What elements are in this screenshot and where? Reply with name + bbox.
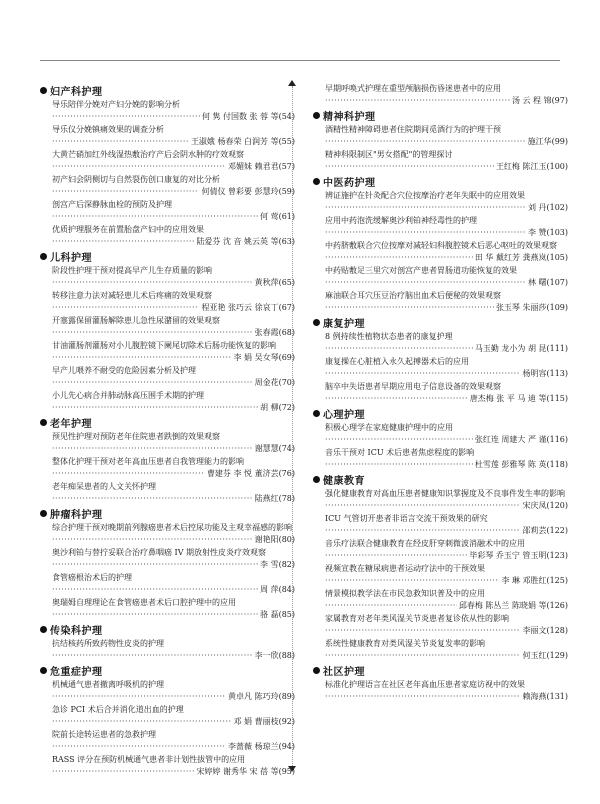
leader-dots bbox=[52, 402, 258, 414]
leader-dots bbox=[52, 559, 258, 571]
author-line bbox=[325, 650, 568, 662]
section-title: 健康教育 bbox=[323, 476, 365, 487]
toc-entry[interactable] bbox=[52, 638, 295, 662]
author-line bbox=[325, 600, 568, 612]
authors-and-page: 唐杰梅 张 平 马 迪 等(115) bbox=[469, 394, 568, 403]
toc-entry[interactable] bbox=[52, 522, 295, 546]
toc-section bbox=[40, 83, 295, 248]
article-title: 优质护理服务在前置胎盘产妇中的应用效果 bbox=[52, 225, 204, 234]
section-heading bbox=[40, 249, 295, 264]
authors-and-page: 杜雪莲 彭雅琴 陈 英(118) bbox=[474, 460, 568, 469]
section-heading bbox=[40, 415, 295, 430]
article-title: 甘油灌肠剂灌肠对小儿腹腔镜下阑尾切除术后肠功能恢复的影响 bbox=[52, 341, 276, 350]
toc-section bbox=[313, 108, 568, 173]
author-line bbox=[325, 368, 568, 380]
article-title: 老年痴呆患者的人文关怀护理 bbox=[52, 482, 156, 491]
article-title: 早产儿喂养不耐受的危险因素分析及护理 bbox=[52, 366, 196, 375]
authors-and-page: 邱春梅 陈丛兰 陈晓娟 等(126) bbox=[458, 601, 568, 610]
authors-and-page: 邵莉芸(122) bbox=[522, 526, 568, 535]
bullet-icon bbox=[313, 410, 320, 417]
toc-entry[interactable] bbox=[52, 572, 295, 596]
article-title: 早期呼唤式护理在重型颅脑损伤昏迷患者中的应用 bbox=[325, 84, 501, 93]
authors-and-page: 邓媚妹 赖君君(57) bbox=[228, 162, 295, 171]
leader-dots bbox=[325, 227, 526, 239]
author-line bbox=[325, 136, 568, 148]
leader-dots bbox=[325, 202, 526, 214]
article-title: 小儿先心病合并肺动脉高压围手术期的护理 bbox=[52, 391, 204, 400]
authors-and-page: 张红连 周建大 严 谨(116) bbox=[474, 435, 568, 444]
toc-entry[interactable] bbox=[52, 390, 295, 414]
author-line bbox=[325, 525, 568, 537]
authors-and-page: 谢艳阳(80) bbox=[254, 535, 295, 544]
author-line bbox=[325, 625, 568, 637]
bullet-icon bbox=[40, 667, 47, 674]
article-title: 阶段性护理干预对提高早产儿生存质量的影响 bbox=[52, 266, 212, 275]
authors-and-page: 张玉琴 朱丽莎(109) bbox=[495, 303, 568, 312]
article-title: 情景模拟教学法在市民急救知识普及中的应用 bbox=[325, 589, 485, 598]
article-title: 初产妇会阴侧切与自然裂伤创口康复的对比分析 bbox=[52, 175, 220, 184]
author-line bbox=[52, 352, 295, 364]
toc-section bbox=[40, 249, 295, 414]
article-title: 急诊 PCI 术后合并消化道出血的护理 bbox=[52, 705, 184, 714]
toc-entry[interactable] bbox=[325, 447, 568, 471]
section-heading bbox=[313, 315, 568, 330]
leader-dots bbox=[52, 493, 253, 505]
article-title: 导乐陪伴分娩对产妇分娩的影响分析 bbox=[52, 100, 180, 109]
toc-entry[interactable] bbox=[52, 290, 295, 314]
toc-entry[interactable] bbox=[52, 704, 295, 728]
author-line bbox=[325, 691, 568, 703]
toc-entry[interactable] bbox=[325, 83, 568, 107]
leader-dots bbox=[52, 111, 200, 123]
toc-entry[interactable] bbox=[325, 265, 568, 289]
authors-and-page: 李 赞(103) bbox=[527, 228, 568, 237]
leader-dots bbox=[52, 443, 253, 455]
article-title: 剖宫产后深静脉血栓的预防及护理 bbox=[52, 200, 172, 209]
authors-and-page: 陆爱芬 沈 音 姚云英 等(63) bbox=[196, 237, 295, 246]
article-title: ICU 气管切开患者非语言交流干预效果的研究 bbox=[325, 514, 488, 523]
leader-dots bbox=[52, 236, 194, 248]
leader-dots bbox=[52, 352, 231, 364]
leader-dots bbox=[52, 584, 258, 596]
article-title: 积极心理学在家庭健康护理中的应用 bbox=[325, 423, 453, 432]
section-title: 危重症护理 bbox=[50, 667, 103, 678]
left-column bbox=[40, 82, 295, 779]
toc-entry[interactable] bbox=[52, 265, 295, 289]
authors-and-page: 宋庆凤(120) bbox=[522, 501, 568, 510]
leader-dots bbox=[325, 691, 520, 703]
toc-entry[interactable] bbox=[325, 513, 568, 537]
article-title: 开塞露保留灌肠解除患儿急性尿潴留的效果观察 bbox=[52, 316, 220, 325]
toc-entry[interactable] bbox=[52, 149, 295, 173]
author-line bbox=[52, 211, 295, 223]
leader-dots bbox=[325, 625, 520, 637]
article-title: 应用中药泡洗缓解奥沙利铂神经毒性的护理 bbox=[325, 216, 477, 225]
author-line bbox=[52, 377, 295, 389]
author-line bbox=[52, 691, 295, 703]
authors-and-page: 汤 云 程 锦(97) bbox=[511, 96, 568, 105]
article-title: 中药脐敷联合穴位按摩对减轻妇科腹腔镜术后恶心呕吐的效果观察 bbox=[325, 241, 557, 250]
article-title: 预见性护理对预防老年住院患者跌倒的效果观察 bbox=[52, 432, 220, 441]
right-column bbox=[313, 82, 568, 704]
authors-and-page: 胡 柳(72) bbox=[260, 403, 295, 412]
leader-dots bbox=[325, 368, 520, 380]
toc-entry[interactable] bbox=[325, 538, 568, 562]
author-line bbox=[325, 302, 568, 314]
toc-entry[interactable] bbox=[325, 422, 568, 446]
toc-section bbox=[40, 506, 295, 621]
author-line bbox=[52, 468, 295, 480]
leader-dots bbox=[52, 609, 258, 621]
section-title: 心理护理 bbox=[323, 410, 365, 421]
article-title: 中药贴敷足三里穴对剖宫产患者胃肠道功能恢复的效果 bbox=[325, 266, 517, 275]
leader-dots bbox=[325, 525, 520, 537]
author-line bbox=[52, 302, 295, 314]
authors-and-page: 陆燕红(78) bbox=[254, 494, 295, 503]
author-line bbox=[325, 227, 568, 239]
section-title: 康复护理 bbox=[323, 319, 365, 330]
authors-and-page: 李 雪(82) bbox=[260, 560, 295, 569]
authors-and-page: 黄卓凡 陈巧玲(89) bbox=[228, 692, 295, 701]
toc-entry[interactable] bbox=[52, 315, 295, 339]
authors-and-page: 张春霞(68) bbox=[254, 328, 295, 337]
author-line bbox=[325, 500, 568, 512]
leader-dots bbox=[325, 600, 457, 612]
section-title: 传染科护理 bbox=[50, 626, 103, 637]
author-line bbox=[52, 327, 295, 339]
section-title: 老年护理 bbox=[50, 419, 92, 430]
author-line bbox=[52, 493, 295, 505]
toc-entry[interactable] bbox=[52, 456, 295, 480]
article-title: 奥瑞姆自理理论在食管癌患者术后口腔护理中的应用 bbox=[52, 598, 236, 607]
author-line bbox=[325, 434, 568, 446]
article-title: 视频宣教在糖尿病患者运动疗法中的干预效果 bbox=[325, 564, 485, 573]
toc-entry[interactable] bbox=[325, 149, 568, 173]
section-title: 肿瘤科护理 bbox=[50, 510, 103, 521]
toc-entry[interactable] bbox=[325, 290, 568, 314]
header-rule bbox=[40, 60, 560, 61]
author-line bbox=[325, 575, 568, 587]
authors-and-page: 林 曙(107) bbox=[527, 278, 568, 287]
authors-and-page: 杨明容(113) bbox=[522, 369, 568, 378]
leader-dots bbox=[325, 575, 499, 587]
toc-section bbox=[313, 472, 568, 662]
leader-dots bbox=[52, 161, 226, 173]
authors-and-page: 李 琳 邓胜红(125) bbox=[501, 576, 568, 585]
authors-and-page: 何 莺(61) bbox=[260, 212, 295, 221]
authors-and-page: 宋婷婷 谢秀华 宋 蓓 等(95) bbox=[196, 767, 295, 776]
toc-entry[interactable] bbox=[325, 679, 568, 703]
authors-and-page: 何倩仪 曾彩要 彭慧玲(59) bbox=[201, 187, 295, 196]
article-title: 转移注意力法对减轻患儿术后疼痛的效果观察 bbox=[52, 291, 212, 300]
leader-dots bbox=[325, 302, 494, 314]
bullet-icon bbox=[40, 626, 47, 633]
article-title: 精神科限制区"男女搭配"的管理探讨 bbox=[325, 150, 453, 159]
authors-and-page: 李丽文(128) bbox=[522, 626, 568, 635]
toc-entry[interactable] bbox=[52, 754, 295, 778]
article-title: 标准化护理语言在社区老年高血压患者家庭访视中的效果 bbox=[325, 680, 525, 689]
authors-and-page: 邓 娟 曹丽枝(92) bbox=[233, 717, 295, 726]
leader-dots bbox=[52, 211, 258, 223]
leader-dots bbox=[52, 327, 253, 339]
authors-and-page: 李一欣(88) bbox=[254, 651, 295, 660]
authors-and-page: 黄秋萍(65) bbox=[254, 278, 295, 287]
bullet-icon bbox=[313, 667, 320, 674]
toc-entry[interactable] bbox=[325, 563, 568, 587]
leader-dots bbox=[325, 252, 473, 264]
toc-entry[interactable] bbox=[52, 174, 295, 198]
leader-dots bbox=[52, 534, 253, 546]
toc-entry[interactable] bbox=[325, 381, 568, 405]
leader-dots bbox=[325, 459, 473, 471]
authors-and-page: 何 隽 付国数 张 蓉 等(54) bbox=[201, 112, 295, 121]
leader-dots bbox=[52, 377, 253, 389]
leader-dots bbox=[325, 434, 473, 446]
toc-entry[interactable] bbox=[52, 199, 295, 223]
author-line bbox=[325, 393, 568, 405]
toc-entry[interactable] bbox=[52, 224, 295, 248]
article-title: 强化健康教育对高血压患者健康知识掌握度及不良事件发生率的影响 bbox=[325, 489, 565, 498]
toc-entry[interactable] bbox=[52, 679, 295, 703]
article-title: 音乐疗法联合健康教育在经皮肝穿刺微波消融术中的应用 bbox=[325, 539, 525, 548]
author-line bbox=[52, 609, 295, 621]
section-heading bbox=[313, 406, 568, 421]
authors-and-page: 周金花(70) bbox=[254, 378, 295, 387]
author-line bbox=[52, 277, 295, 289]
leader-dots bbox=[52, 766, 194, 778]
article-title: RASS 评分在预防机械通气患者非计划性拔管中的应用 bbox=[52, 755, 246, 764]
authors-and-page: 马玉勤 龙小为 胡 昆(111) bbox=[474, 344, 568, 353]
section-heading bbox=[40, 622, 295, 637]
author-line bbox=[52, 716, 295, 728]
article-title: 大黄芒硝加红外线湿热敷治疗产后会阴水肿的疗效观察 bbox=[52, 150, 244, 159]
toc-entry[interactable] bbox=[52, 431, 295, 455]
article-title: 系统性健康教育对类风湿关节炎复发率的影响 bbox=[325, 639, 485, 648]
article-title: 导乐仪分娩镇痛效果的调查分析 bbox=[52, 125, 164, 134]
toc-entry[interactable] bbox=[52, 124, 295, 148]
author-line bbox=[325, 343, 568, 355]
author-line bbox=[325, 95, 568, 107]
authors-and-page: 毕彩琴 乔玉宁 管玉明(123) bbox=[469, 551, 568, 560]
author-line bbox=[52, 741, 295, 753]
toc-section bbox=[313, 315, 568, 405]
leader-dots bbox=[325, 650, 520, 662]
authors-and-page: 刘 丹(102) bbox=[527, 203, 568, 212]
leader-dots bbox=[52, 650, 253, 662]
leader-dots bbox=[52, 468, 205, 480]
author-line bbox=[52, 584, 295, 596]
article-title: 整体化护理干预对老年高血压患者自我管理能力的影响 bbox=[52, 457, 244, 466]
section-title: 儿科护理 bbox=[50, 253, 92, 264]
section-title: 精神科护理 bbox=[323, 112, 376, 123]
authors-and-page: 谢慧慧(74) bbox=[254, 444, 295, 453]
authors-and-page: 李蔷薇 杨琼兰(94) bbox=[228, 742, 295, 751]
authors-and-page: 周 萍(84) bbox=[260, 585, 295, 594]
author-line bbox=[52, 161, 295, 173]
leader-dots bbox=[52, 186, 199, 198]
section-heading bbox=[40, 663, 295, 678]
article-title: 音乐干预对 ICU 术后患者焦虑程度的影响 bbox=[325, 448, 475, 457]
article-title: 辨证施护在针灸配合穴位按摩治疗老年失眠中的应用效果 bbox=[325, 191, 525, 200]
section-heading bbox=[313, 472, 568, 487]
section-heading bbox=[313, 108, 568, 123]
toc-entry[interactable] bbox=[52, 547, 295, 571]
authors-and-page: 李 娟 吴女琴(69) bbox=[233, 353, 295, 362]
leader-dots bbox=[325, 136, 526, 148]
leader-dots bbox=[52, 741, 226, 753]
toc-entry[interactable] bbox=[325, 240, 568, 264]
bullet-icon bbox=[40, 419, 47, 426]
bullet-icon bbox=[40, 253, 47, 260]
author-line bbox=[52, 559, 295, 571]
leader-dots bbox=[325, 550, 467, 562]
section-title: 妇产科护理 bbox=[50, 87, 103, 98]
section-heading bbox=[313, 174, 568, 189]
toc-section bbox=[40, 622, 295, 662]
leader-dots bbox=[325, 95, 510, 107]
toc-entry[interactable] bbox=[325, 588, 568, 612]
authors-and-page: 王红梅 陈江玉(100) bbox=[495, 162, 568, 171]
article-title: 康复操在心脏植入永久起搏器术后的应用 bbox=[325, 357, 469, 366]
leader-dots bbox=[52, 716, 231, 728]
section-heading bbox=[40, 83, 295, 98]
article-title: 脑卒中失语患者早期应用电子信息设备的效果观察 bbox=[325, 382, 501, 391]
toc-entry[interactable] bbox=[52, 365, 295, 389]
toc-entry[interactable] bbox=[325, 638, 568, 662]
leader-dots bbox=[325, 277, 526, 289]
bullet-icon bbox=[40, 87, 47, 94]
author-line bbox=[52, 766, 295, 778]
author-line bbox=[325, 459, 568, 471]
toc-section bbox=[313, 663, 568, 703]
authors-and-page: 田 华 戴红芳 龚燕岚(105) bbox=[474, 253, 568, 262]
toc-section bbox=[313, 174, 568, 314]
toc-section bbox=[313, 406, 568, 471]
article-title: 综合护理干预对晚期前列腺癌患者术后控尿功能及主观幸福感的影响 bbox=[52, 523, 292, 532]
authors-and-page: 王淑娥 杨春荣 白润芳 等(55) bbox=[190, 137, 295, 146]
author-line bbox=[52, 111, 295, 123]
article-title: 麻油联合耳穴压豆治疗脑出血术后便秘的效果观察 bbox=[325, 291, 501, 300]
toc-entry[interactable] bbox=[52, 597, 295, 621]
bullet-icon bbox=[40, 510, 47, 517]
article-title: 酒精性精神障碍患者住院期间觅酒行为的护理干预 bbox=[325, 125, 501, 134]
toc-entry[interactable] bbox=[325, 190, 568, 214]
leader-dots bbox=[52, 302, 199, 314]
author-line bbox=[52, 186, 295, 198]
leader-dots bbox=[325, 393, 468, 405]
author-line bbox=[52, 443, 295, 455]
toc-entry[interactable] bbox=[52, 99, 295, 123]
author-line bbox=[52, 402, 295, 414]
author-line bbox=[52, 236, 295, 248]
toc-entry[interactable] bbox=[325, 331, 568, 355]
article-title: 院前长途转运患者的急救护理 bbox=[52, 730, 156, 739]
leader-dots bbox=[52, 277, 253, 289]
leader-dots bbox=[325, 500, 520, 512]
author-line bbox=[52, 136, 295, 148]
leader-dots bbox=[52, 691, 226, 703]
authors-and-page: 曹建芬 李 悦 董济芸(76) bbox=[206, 469, 295, 478]
bullet-icon bbox=[313, 476, 320, 483]
section-heading bbox=[313, 663, 568, 678]
leader-dots bbox=[325, 343, 473, 355]
author-line bbox=[325, 252, 568, 264]
article-title: 家属教育对老年类风湿关节炎患者复诊依从性的影响 bbox=[325, 614, 509, 623]
authors-and-page: 何玉红(129) bbox=[522, 651, 568, 660]
toc-entry[interactable] bbox=[325, 356, 568, 380]
bullet-icon bbox=[313, 112, 320, 119]
toc-entry[interactable] bbox=[52, 340, 295, 364]
article-title: 8 例持续性植物状态患者的康复护理 bbox=[325, 332, 453, 341]
author-line bbox=[52, 650, 295, 662]
bullet-icon bbox=[313, 319, 320, 326]
article-title: 奥沙利铂与替拧妥联合治疗鼻咽癌 IV 期放射性皮炎疗效观察 bbox=[52, 548, 267, 557]
toc-entry[interactable] bbox=[325, 488, 568, 512]
section-heading bbox=[40, 506, 295, 521]
toc-entry[interactable] bbox=[325, 124, 568, 148]
author-line bbox=[325, 550, 568, 562]
section-title: 社区护理 bbox=[323, 667, 365, 678]
authors-and-page: 程亚艳 张巧云 徐哀丁(67) bbox=[201, 303, 295, 312]
section-title: 中医药护理 bbox=[323, 178, 376, 189]
toc-entry[interactable] bbox=[52, 729, 295, 753]
toc-entry[interactable] bbox=[325, 215, 568, 239]
leader-dots bbox=[52, 136, 189, 148]
toc-section bbox=[40, 415, 295, 505]
toc-section bbox=[40, 663, 295, 778]
article-title: 食管癌根治术后的护理 bbox=[52, 573, 132, 582]
author-line bbox=[325, 202, 568, 214]
toc-entry[interactable] bbox=[52, 481, 295, 505]
article-title: 抗结核药所致药物性皮炎的护理 bbox=[52, 639, 164, 648]
author-line bbox=[325, 277, 568, 289]
bullet-icon bbox=[313, 178, 320, 185]
toc-entry[interactable] bbox=[325, 613, 568, 637]
authors-and-page: 赖海燕(131) bbox=[522, 692, 568, 701]
author-line bbox=[52, 534, 295, 546]
authors-and-page: 骆 磊(85) bbox=[260, 610, 295, 619]
toc-section bbox=[313, 83, 568, 107]
article-title: 机械通气患者撤离呼吸机的护理 bbox=[52, 680, 164, 689]
authors-and-page: 施江华(99) bbox=[527, 137, 568, 146]
author-line bbox=[325, 161, 568, 173]
leader-dots bbox=[325, 161, 494, 173]
